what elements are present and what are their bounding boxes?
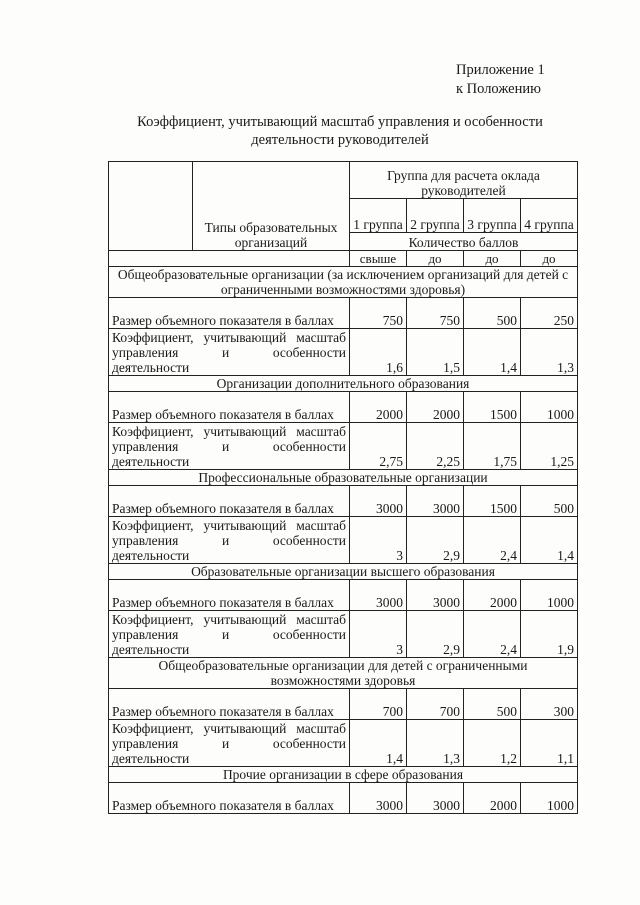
coef-row (109, 611, 578, 658)
size-value: 1500 (464, 392, 521, 423)
size-value: 500 (521, 486, 578, 517)
size-value: 3000 (350, 580, 407, 611)
size-value: 750 (407, 298, 464, 329)
size-value: 2000 (350, 392, 407, 423)
coef-value: 1,3 (407, 720, 464, 767)
size-row (109, 580, 578, 611)
coef-value: 2,9 (407, 517, 464, 564)
header-empty-cell (109, 162, 193, 251)
coef-value: 2,4 (464, 517, 521, 564)
coef-value: 2,25 (407, 423, 464, 470)
size-value: 2000 (464, 783, 521, 814)
size-value: 1000 (521, 580, 578, 611)
coef-value: 1,4 (521, 517, 578, 564)
size-row (109, 486, 578, 517)
size-label: Размер объемного показателя в баллах (109, 580, 350, 611)
group-2-header: 2 группа (407, 199, 464, 233)
section-title: Общеобразовательные организации (за исключением организаций для детей с ограниченными возможностями здоровья) (109, 267, 578, 298)
condition-1: свыше (350, 251, 407, 267)
coef-value: 3 (350, 517, 407, 564)
size-label: Размер объемного показателя в баллах (109, 486, 350, 517)
size-value: 300 (521, 689, 578, 720)
coef-row (109, 517, 578, 564)
coef-value: 1,5 (407, 329, 464, 376)
size-label: Размер объемного показателя в баллах (109, 783, 350, 814)
section-title: Образовательные организации высшего образования (109, 564, 578, 580)
size-value: 1000 (521, 783, 578, 814)
coef-value: 2,9 (407, 611, 464, 658)
size-value: 500 (464, 298, 521, 329)
condition-3: до (464, 251, 521, 267)
condition-2: до (407, 251, 464, 267)
section-title: Общеобразовательные организации для детей с ограниченными возможностями здоровья (109, 658, 578, 689)
size-value: 1000 (521, 392, 578, 423)
section-title: Прочие организации в сфере образования (109, 767, 578, 783)
coef-label: Коэффициент, учитывающий масштаб управления и особенности деятельности (109, 720, 350, 767)
coef-value: 3 (350, 611, 407, 658)
coef-value: 2,75 (350, 423, 407, 470)
size-row (109, 392, 578, 423)
group-calc-header: Группа для расчета оклада руководителей (350, 162, 578, 199)
size-row (109, 783, 578, 814)
section-header-row (109, 767, 578, 783)
coef-value: 2,4 (464, 611, 521, 658)
size-value: 1500 (464, 486, 521, 517)
coef-value: 1,25 (521, 423, 578, 470)
section-header-row (109, 658, 578, 689)
org-types-header: Типы образовательных организаций (193, 162, 350, 251)
size-value: 500 (464, 689, 521, 720)
coef-value: 1,2 (464, 720, 521, 767)
coef-label: Коэффициент, учитывающий масштаб управления и особенности деятельности (109, 611, 350, 658)
section-header-row (109, 470, 578, 486)
appendix-line-2: к Положению (456, 81, 541, 97)
section-title: Организации дополнительного образования (109, 376, 578, 392)
coef-value: 1,4 (350, 720, 407, 767)
size-value: 3000 (407, 783, 464, 814)
coef-value: 1,6 (350, 329, 407, 376)
appendix-note (456, 61, 545, 99)
size-value: 250 (521, 298, 578, 329)
group-1-header: 1 группа (350, 199, 407, 233)
coef-label: Коэффициент, учитывающий масштаб управления и особенности деятельности (109, 329, 350, 376)
size-value: 2000 (464, 580, 521, 611)
size-label: Размер объемного показателя в баллах (109, 392, 350, 423)
coef-value: 1,9 (521, 611, 578, 658)
size-value: 750 (350, 298, 407, 329)
size-value: 3000 (407, 486, 464, 517)
size-value: 3000 (350, 783, 407, 814)
size-value: 3000 (407, 580, 464, 611)
coefficient-table (108, 161, 578, 814)
coef-value: 1,4 (464, 329, 521, 376)
section-title: Профессиональные образовательные организации (109, 470, 578, 486)
points-header: Количество баллов (350, 233, 578, 251)
coef-value: 1,75 (464, 423, 521, 470)
section-header-row (109, 564, 578, 580)
size-label: Размер объемного показателя в баллах (109, 689, 350, 720)
coef-row (109, 423, 578, 470)
condition-4: до (521, 251, 578, 267)
coef-value: 1,1 (521, 720, 578, 767)
header-spacer (109, 251, 350, 267)
section-header-row (109, 267, 578, 298)
size-row (109, 689, 578, 720)
coef-row (109, 720, 578, 767)
size-value: 700 (350, 689, 407, 720)
section-header-row (109, 376, 578, 392)
coef-label: Коэффициент, учитывающий масштаб управления и особенности деятельности (109, 423, 350, 470)
appendix-line-1: Приложение 1 (456, 62, 545, 78)
group-4-header: 4 группа (521, 199, 578, 233)
coef-value: 1,3 (521, 329, 578, 376)
document-title: Коэффициент, учитывающий масштаб управления и особенности деятельности руководителей (137, 114, 543, 148)
coef-row (109, 329, 578, 376)
coef-label: Коэффициент, учитывающий масштаб управления и особенности деятельности (109, 517, 350, 564)
size-label: Размер объемного показателя в баллах (109, 298, 350, 329)
size-value: 3000 (350, 486, 407, 517)
size-row (109, 298, 578, 329)
group-3-header: 3 группа (464, 199, 521, 233)
size-value: 2000 (407, 392, 464, 423)
size-value: 700 (407, 689, 464, 720)
